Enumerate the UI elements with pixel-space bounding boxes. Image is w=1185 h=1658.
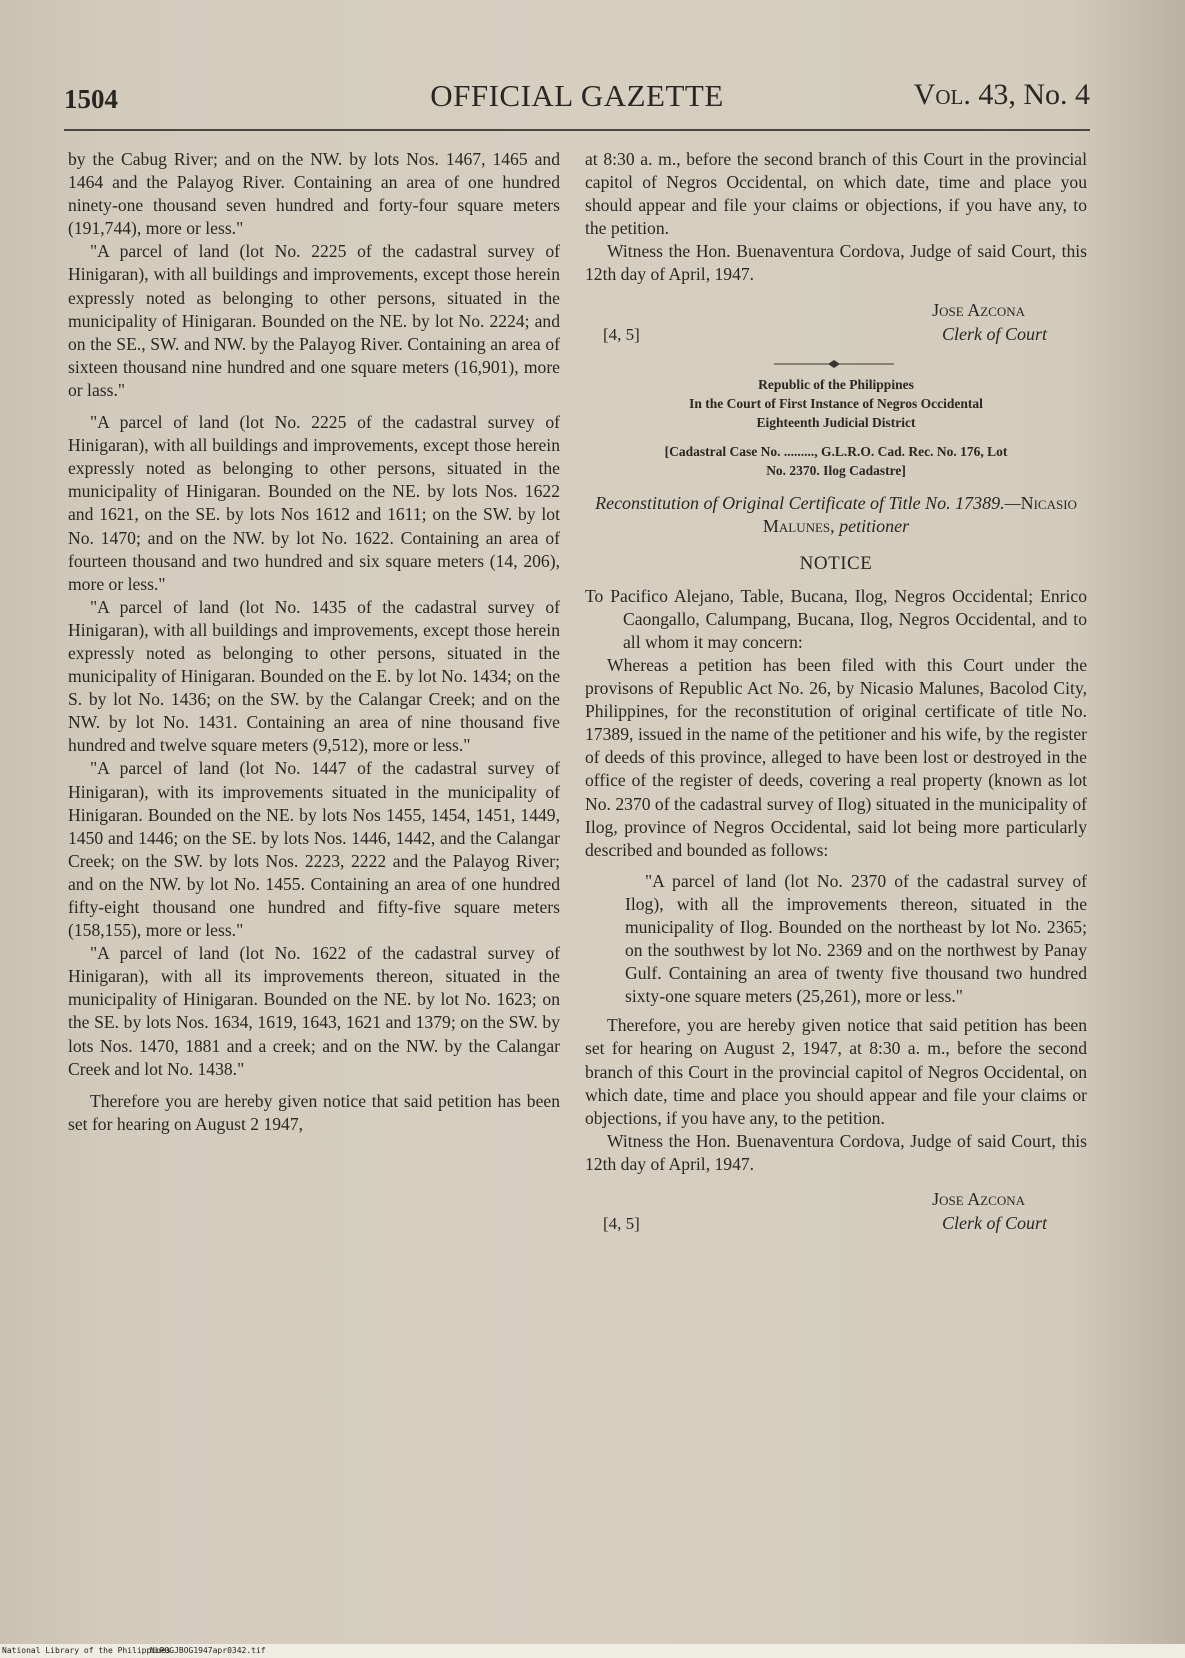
therefore-paragraph: Therefore, you are hereby given notice that said petition has been set for hearing on August 2, 1947, at 8:30 a. m., before the second branch of this Court in the provincial capitol of Negros Occidental, on which date, time and place you should appear and file your claims or objections, if you have any, to the petition. bbox=[585, 1015, 1087, 1128]
notice-heading: NOTICE bbox=[799, 552, 873, 574]
petitioner-label: petitioner bbox=[839, 515, 910, 536]
volume-label: Vol. bbox=[913, 78, 971, 111]
divider-ornament-icon bbox=[774, 359, 894, 369]
signatory-title: Clerk of Court bbox=[941, 323, 1047, 344]
publication-title: OFFICIAL GAZETTE bbox=[430, 78, 724, 113]
scan-filename: NLPOGJBOG1947apr0342.tif bbox=[150, 1646, 266, 1655]
signatory-name: Jose Azcona bbox=[932, 1189, 1025, 1209]
left-paragraph: by the Cabug River; and on the NW. by lots Nos. 1467, 1465 and 1464 and the Palayog River. Containing an area of one hundred ninety-one thousand seven hundred and forty-four square meters (191,744), more or less." bbox=[68, 149, 560, 239]
volume-issue: 43, No. 4 bbox=[978, 78, 1090, 111]
issue-reference: [4, 5] bbox=[603, 1214, 640, 1233]
left-column bbox=[68, 148, 560, 1136]
witness-paragraph: Witness the Hon. Buenaventura Cordova, Judge of said Court, this 12th day of April, 1947. bbox=[585, 1130, 1087, 1174]
left-paragraph: Therefore you are hereby given notice that said petition has been set for hearing on August 2 1947, bbox=[68, 1090, 560, 1134]
case-title-text: Reconstitution of Original Certificate of Title No. 17389.— bbox=[595, 492, 1021, 513]
signature-block bbox=[585, 1186, 1087, 1234]
signatory-title: Clerk of Court bbox=[941, 1213, 1047, 1233]
left-paragraph: "A parcel of land (lot No. 1447 of the cadastral survey of Hinigaran), with its improvements situated in the municipality of Hinigaran. Bounded on the NE. by lots Nos 1455, 1454, 1451, 1449, 1450 and 1446; on the SE. by lots Nos. 1446, 1442, and the Calangar Creek; on the SW. by lots Nos. 2223, 2222 and the Palayog River; and on the NW. by lot No. 1455. Containing an area of one hundred fifty-eight thousand one hundred and fifty-five square meters (158,155), more or less." bbox=[68, 758, 560, 941]
section-divider bbox=[585, 355, 1087, 373]
parcel-description: "A parcel of land (lot No. 2370 of the cadastral survey of Ilog), with all the improvements thereon, situated in the municipality of Ilog. Bounded on the northeast by lot No. 2365; on the southwest by lot No. 2369 and on the northwest by Panay Gulf. Containing an area of twenty five thousand two hundred sixty-one square meters (25,261), more or less." bbox=[625, 870, 1087, 1007]
issue-reference: [4, 5] bbox=[603, 324, 640, 344]
notice-addressees: To Pacifico Alejano, Table, Bucana, Ilog, Negros Occidental; Enrico Caongallo, Calumpang, Bucana, Ilog, Negros Occidental, and to all whom it may concern: bbox=[585, 585, 1087, 652]
case-reference bbox=[585, 442, 1087, 480]
petitioner-name: Nicasio Malunes, bbox=[762, 492, 1077, 536]
whereas-paragraph: Whereas a petition has been filed with this Court under the provisons of Republic Act No. 26, by Nicasio Malunes, Bacolod City, Philippines, for the reconstitution of original certificate of title No. 17389, issued in the name of the petitioner and his wife, by the register of deeds of this province, alleged to have been lost or destroyed in the office of the register of deeds, covering a real property (known as lot No. 2370 of the cadastral survey of Ilog) situated in the municipality of Ilog, province of Negros Occidental, said lot being more particularly described and bounded as follows: bbox=[585, 654, 1087, 860]
library-credit: National Library of the Philippines bbox=[2, 1646, 171, 1655]
volume-number bbox=[914, 78, 1090, 112]
page-header bbox=[64, 76, 1090, 116]
left-paragraph: "A parcel of land (lot No. 1622 of the cadastral survey of Hinigaran), with all its improvements thereon, situated in the municipality of Hinigaran. Bounded on the NE. by lot No. 1623; on the SE. by lots Nos. 1634, 1619, 1643, 1621 and 1379; on the SW. by lots Nos. 1470, 1881 and a creek; and on the NW. by the Calangar Creek and lot No. 1438." bbox=[68, 943, 560, 1079]
court-line: Eighteenth Judicial District bbox=[756, 414, 916, 430]
case-line: [Cadastral Case No. ........., G.L.R.O. Cad. Rec. No. 176, Lot bbox=[664, 443, 1008, 459]
parcel-quote bbox=[625, 870, 1087, 1009]
witness-paragraph: Witness the Hon. Buenaventura Cordova, Judge of said Court, this 12th day of April, 1947. bbox=[585, 241, 1087, 285]
court-heading bbox=[585, 375, 1087, 432]
left-paragraph: "A parcel of land (lot No. 1435 of the cadastral survey of Hinigaran), with all buildings and improvements, except those herein expressly noted as belonging to other persons, situated in the municipality of Hinigaran. Bounded on the E. by lot No. 1434; on the S. by lot No. 1436; on the SW. by the Calangar Creek; and on the NW. by lot No. 1431. Containing an area of nine thousand five hundred and twelve square meters (9,512), more or less." bbox=[68, 596, 560, 756]
page-number: 1504 bbox=[64, 84, 118, 114]
signatory-name: Jose Azcona bbox=[932, 299, 1025, 320]
left-paragraph: "A parcel of land (lot No. 2225 of the cadastral survey of Hinigaran), with all buildings and improvements, except those herein expressly noted as belonging to other persons, situated in the municipality of Hinigaran. Bounded on the NE. by lot No. 2224; and on the SE., SW. and NW. by the Palayog River. Containing an area of sixteen thousand nine hundred and one square meters (16,901), more or lass." bbox=[68, 241, 560, 400]
right-column bbox=[585, 148, 1087, 1234]
scan-footer bbox=[0, 1644, 1185, 1658]
case-title bbox=[585, 492, 1087, 538]
left-paragraph: "A parcel of land (lot No. 2225 of the cadastral survey of Hinigaran), with all buildings and improvements, except those herein expressly noted as belonging to other persons, situated in the municipality of Hinigaran. Bounded on the NE. by lots Nos. 1622 and 1621, on the SE. by lots Nos 1612 and 1611; on the SW. by lot No. 1470; and on the NW. by lot No. 1622. Containing an area of fourteen thousand and two hundred and six square meters (14, 206), more or less." bbox=[68, 412, 560, 594]
court-line: Republic of the Philippines bbox=[758, 376, 914, 392]
court-line: In the Court of First Instance of Negros Occidental bbox=[689, 395, 983, 411]
hearing-continuation: at 8:30 a. m., before the second branch of this Court in the provincial capitol of Negros Occidental, on which date, time and place you should appear and file your claims or objections, if you have any, to the petition. bbox=[585, 149, 1087, 239]
case-line: No. 2370. Ilog Cadastre] bbox=[766, 462, 906, 478]
header-rule bbox=[64, 129, 1090, 131]
signature-block bbox=[585, 297, 1087, 345]
